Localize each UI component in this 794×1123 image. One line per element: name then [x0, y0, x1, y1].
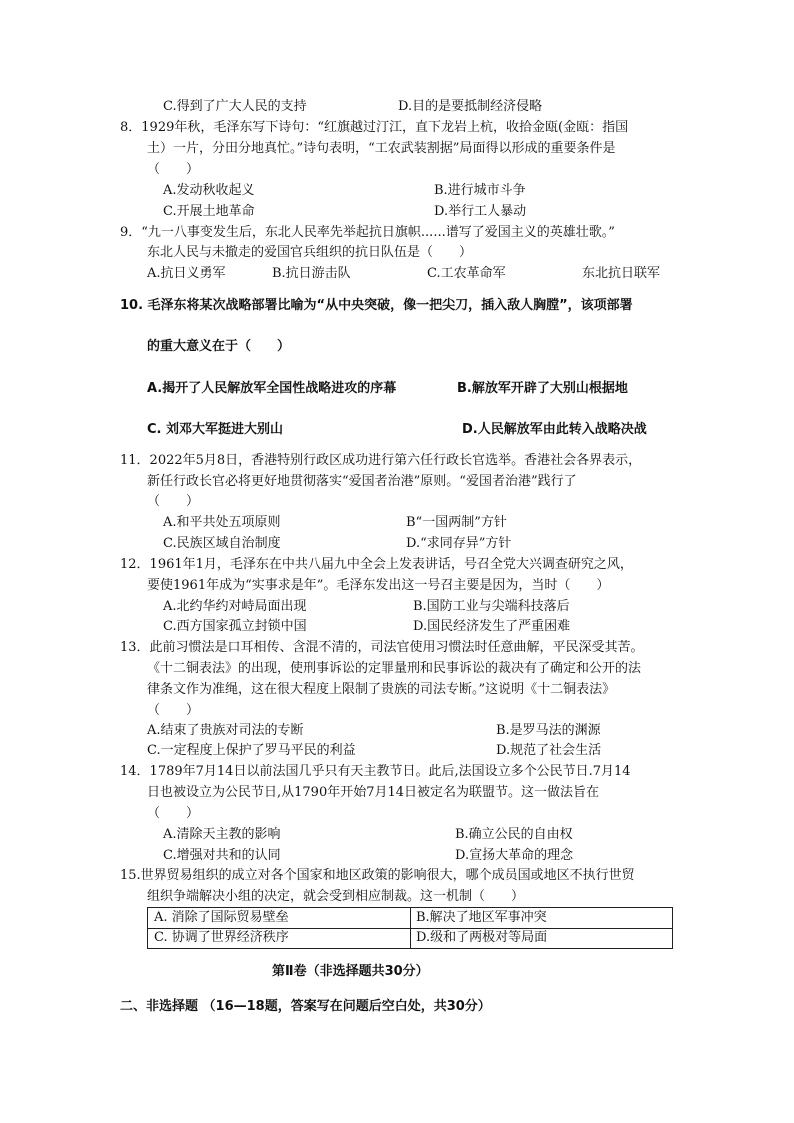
- q10-option-c: C. 刘邓大军挺进大别山: [147, 422, 284, 437]
- q7-option-c: C.得到了广大人民的支持: [163, 99, 307, 114]
- q15-option-d: D.级和了两极对等局面: [416, 930, 548, 945]
- q12-option-d: D.国民经济发生了严重困难: [413, 619, 571, 634]
- q9-option-c: C.工农革命军: [427, 266, 506, 281]
- q7-option-d: D.目的是要抵制经济侵略: [398, 99, 543, 114]
- q11-stem-line1: 11．2022年5月8日，香港特别行政区成功进行第六任行政长官选举。香港社会各界表示，: [120, 453, 642, 468]
- q12-option-c: C.西方国家孤立封锁中国: [163, 619, 307, 634]
- part2-title: 第Ⅱ卷（非选择题共30分）: [272, 964, 429, 979]
- q15-option-b: B.解决了地区军事冲突: [416, 910, 547, 925]
- q13-option-b: B.是罗马法的渊源: [496, 723, 601, 738]
- q13-stem-line3: 律条文作为准绳，这在很大程度上限制了贵族的司法专断。”这说明《十二铜表法》: [147, 682, 616, 697]
- q14-stem-line1: 14．1789年7月14日以前法国几乎只有天主教节日。此后,法国设立多个公民节日.7月14: [120, 764, 631, 779]
- q10-stem-line2: 的重大意义在于（ ）: [147, 339, 291, 354]
- q10-option-a: A.揭开了人民解放军全国性战略进攻的序幕: [147, 381, 397, 396]
- q11-stem-line2: 新任行政长官必将更好地贯彻落实“爱国者治港”原则。“爱国者治港”践行了: [147, 474, 577, 489]
- q8-option-a: A.发动秋收起义: [163, 183, 255, 198]
- q15-options-table: [147, 907, 673, 949]
- q9-stem-line2: 东北人民与未撤走的爱国官兵组织的抗日队伍是（ ）: [147, 245, 473, 260]
- q13-stem-line1: 13．此前习惯法是口耳相传、含混不清的，司法官使用习惯法时任意曲解，平民深受其苦。: [120, 640, 644, 655]
- q8-option-c: C.开展土地革命: [163, 204, 255, 219]
- q8-option-b: B.进行城市斗争: [434, 183, 526, 198]
- q12-stem-line2: 要使1961年成为“实事求是年”。毛泽东发出这一号召主要是因为，当时（ ）: [147, 578, 610, 593]
- q12-stem-line1: 12．1961年1月，毛泽东在中共八届九中全会上发表讲话，号召全党大兴调查研究之风，: [120, 557, 633, 572]
- q14-option-a: A.清除天主教的影响: [163, 827, 281, 842]
- q8-option-d: D.举行工人暴动: [434, 204, 527, 219]
- q13-option-d: D.规范了社会生活: [496, 743, 602, 758]
- q14-option-d: D.宣扬大革命的理念: [455, 848, 574, 863]
- q12-option-b: B.国防工业与尖端科技落后: [413, 599, 570, 614]
- q15-option-c: C. 协调了世界经济秩序: [154, 930, 289, 945]
- q14-option-b: B.确立公民的自由权: [455, 827, 573, 842]
- q9-option-a: A.抗日义勇军: [147, 266, 226, 281]
- q15-option-a: A. 消除了国际贸易壁垒: [154, 910, 289, 925]
- q11-option-c: C.民族区域自治制度: [163, 536, 281, 551]
- q13-stem-line2: 《十二铜表法》的出现，使刑事诉讼的定罪量刑和民事诉讼的裁决有了确定和公开的法: [147, 661, 642, 676]
- q8-stem-line2: 土）一片，分田分地真忙。”诗句表明，“工农武装割据”局面得以形成的重要条件是: [147, 141, 616, 156]
- q11-option-b: B“一国两制”方针: [406, 515, 507, 530]
- q13-answer-blank: （ ）: [147, 703, 200, 718]
- q14-stem-line2: 日也被设立为公民节日,从1790年开始7月14日被定名为联盟节。这一做法旨在: [147, 785, 600, 800]
- q9-stem-line1: 9．“九一八事变发生后，东北人民率先举起抗日旗帜......谱写了爱国主义的英雄壮歌。”: [120, 225, 615, 240]
- q11-option-d: D.“求同存异”方针: [406, 536, 512, 551]
- q12-option-a: A.北约华约对峙局面出现: [163, 599, 307, 614]
- q10-option-b: B.解放军开辟了大别山根据地: [457, 381, 628, 396]
- q9-option-b: B.抗日游击队: [272, 266, 351, 281]
- q13-option-c: C.一定程度上保护了罗马平民的利益: [147, 743, 356, 758]
- q8-answer-blank: （ ）: [147, 162, 200, 177]
- q14-answer-blank: （ ）: [147, 806, 200, 821]
- q10-stem-line1: 10. 毛泽东将某次战略部署比喻为“从中央突破，像一把尖刀，插入敌人胸膛”，该项部署: [120, 298, 633, 313]
- q13-option-a: A.结束了贵族对司法的专断: [147, 723, 304, 738]
- q14-option-c: C.增强对共和的认同: [163, 848, 281, 863]
- q15-stem-line1: 15.世界贸易组织的成立对各个国家和地区政策的影响很大，哪个成员国或地区不执行世贸: [120, 868, 635, 883]
- q11-option-a: A.和平共处五项原则: [163, 515, 281, 530]
- q8-stem-line1: 8．1929年秋，毛泽东写下诗句：“红旗越过汀江，直下龙岩上杭，收拾金瓯(金瓯：指国: [120, 120, 629, 135]
- q9-option-d: 东北抗日联军: [582, 266, 661, 281]
- q10-option-d: D.人民解放军由此转入战略决战: [462, 422, 647, 437]
- q11-answer-blank: （ ）: [147, 494, 200, 509]
- q15-stem-line2: 组织争端解决小组的决定，就会受到相应制裁。这一机制（ ）: [147, 889, 525, 904]
- part2-section-heading: 二、非选择题 （16—18题，答案写在问题后空白处，共30分）: [120, 999, 491, 1014]
